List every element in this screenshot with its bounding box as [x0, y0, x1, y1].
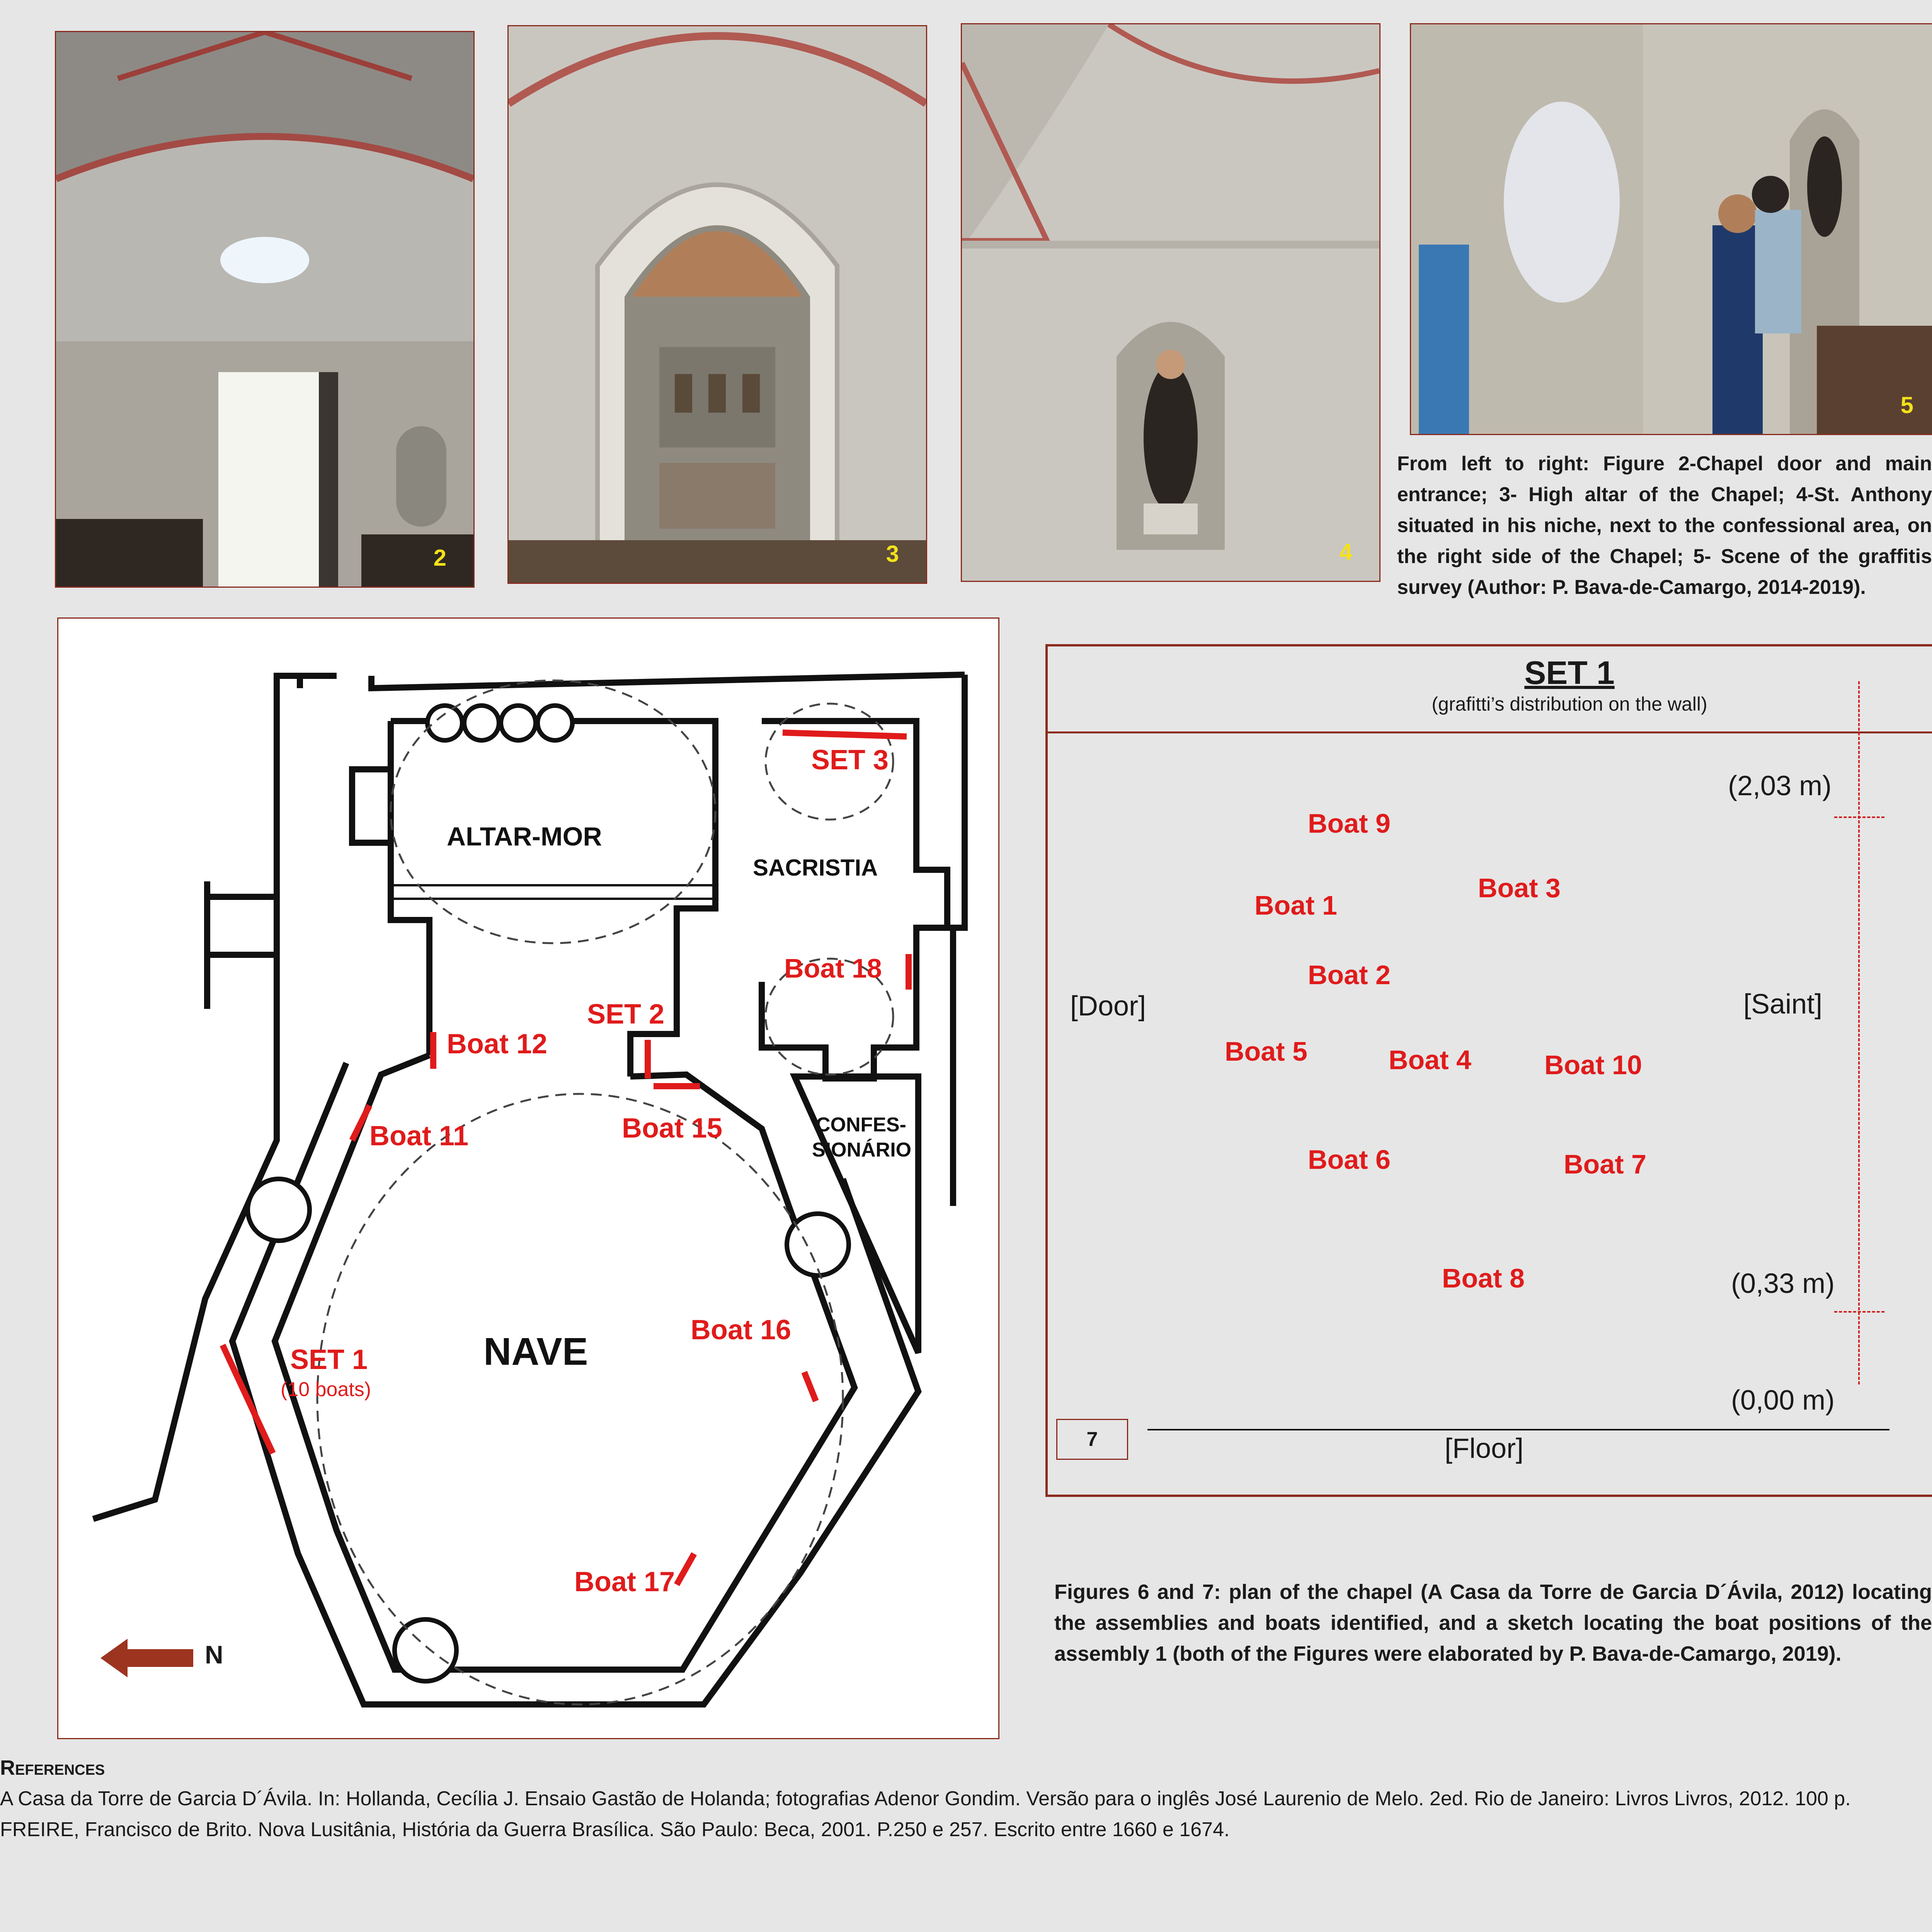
set1-boat-1: Boat 1 [1255, 890, 1337, 920]
height-mark-mid [1834, 1311, 1884, 1313]
height-label-zero: (0,00 m) [1731, 1385, 1835, 1416]
photo-number: 2 [433, 545, 446, 571]
reference-item: FREIRE, Francisco de Brito. Nova Lusitânia, História da Guerra Brasílica. São Paulo: Beca, 2001. P.250 e 257. Escrito entre 1660 e 1674. [0, 1818, 1230, 1841]
caption-top: From left to right: Figure 2-Chapel door and main entrance; 3- High altar of the Chapel; 4-St. Anthony situated in his niche, next to the confessional area, on the right side of the Chapel; 5- Scene of the graffitis survey (Author: P. Bava-de-Camargo, 2014-2019). [1397, 452, 1932, 599]
set1-boat-7: Boat 7 [1564, 1149, 1646, 1179]
set1-header [1048, 646, 1932, 733]
photo-chapel-door [55, 31, 475, 588]
label-boat-12: Boat 12 [447, 1029, 548, 1060]
room-label-confessionario-2: SIONÁRIO [812, 1139, 912, 1161]
set1-boat-5: Boat 5 [1225, 1036, 1307, 1066]
label-set-3: SET 3 [811, 745, 889, 776]
figure-number-7: 7 [1056, 1419, 1128, 1460]
door-label: [Door] [1070, 991, 1146, 1022]
photo-high-altar [507, 25, 927, 584]
reference-item: A Casa da Torre de Garcia D´Ávila. In: Hollanda, Cecília J. Ensaio Gastão de Holanda; fotografias Adenor Gondim. Versão para o inglês José Laurenio de Melo. 2ed. Rio de Janeiro: Livros Livros, 2012. 100 p. [0, 1787, 1851, 1810]
set1-boat-6: Boat 6 [1308, 1145, 1391, 1175]
set1-boat-4: Boat 4 [1389, 1045, 1471, 1075]
photo-number: 5 [1900, 392, 1913, 418]
st-anthony-image [962, 24, 1379, 581]
set1-boat-10: Boat 10 [1544, 1050, 1642, 1080]
chapel-plan-drawing [58, 619, 998, 1738]
room-label-nave: NAVE [483, 1330, 588, 1373]
chapel-plan-figure [57, 617, 999, 1739]
set1-boat-2: Boat 2 [1308, 960, 1391, 990]
north-label: N [205, 1640, 223, 1669]
photo-number: 4 [1339, 539, 1352, 565]
set1-boat-9: Boat 9 [1308, 808, 1391, 838]
set1-title: SET 1 [1524, 655, 1615, 691]
label-boat-16: Boat 16 [691, 1315, 792, 1345]
set1-subtitle: (grafitti’s distribution on the wall) [1432, 693, 1707, 715]
label-boat-11: Boat 11 [369, 1121, 469, 1151]
label-set-1-count: (10 boats) [281, 1378, 371, 1401]
references-heading: References [0, 1756, 105, 1779]
high-altar-image [509, 26, 926, 583]
label-boat-15: Boat 15 [622, 1113, 723, 1144]
set1-boat-3: Boat 3 [1478, 873, 1561, 903]
floor-label: [Floor] [1445, 1433, 1524, 1464]
label-boat-18: Boat 18 [784, 953, 882, 983]
height-label-mid: (0,33 m) [1731, 1268, 1835, 1299]
label-set-2: SET 2 [587, 999, 665, 1030]
caption-figures-6-7: Figures 6 and 7: plan of the chapel (A Casa da Torre de Garcia D´Ávila, 2012) locating the assemblies and boats identified, and a sketch locating the boat positions of the assembly 1 (both of the Figures were elaborated by P. Bava-de-Camargo, 2019). [1054, 1580, 1932, 1665]
height-mark-top [1834, 816, 1884, 818]
set1-sketch-figure [1045, 644, 1932, 1497]
graffiti-survey-image [1411, 24, 1932, 434]
label-set-1: SET 1 [290, 1344, 368, 1375]
height-label-top: (2,03 m) [1728, 770, 1832, 801]
set1-boat-8: Boat 8 [1442, 1263, 1525, 1293]
saint-label: [Saint] [1743, 989, 1823, 1020]
room-label-altar-mor: ALTAR-MOR [447, 822, 602, 851]
room-label-sacristia: SACRISTIA [753, 855, 878, 881]
photo-st-anthony [961, 23, 1380, 582]
photo-graffiti-survey [1410, 23, 1932, 435]
north-arrow-icon [100, 1637, 193, 1679]
room-label-confessionario-1: CONFES- [816, 1114, 906, 1136]
label-boat-17: Boat 17 [574, 1566, 675, 1597]
references-section [0, 1752, 1932, 1845]
photo-number: 3 [886, 541, 899, 567]
chapel-door-image [56, 32, 473, 587]
height-axis-line [1858, 681, 1860, 1384]
floor-line [1147, 1429, 1889, 1430]
